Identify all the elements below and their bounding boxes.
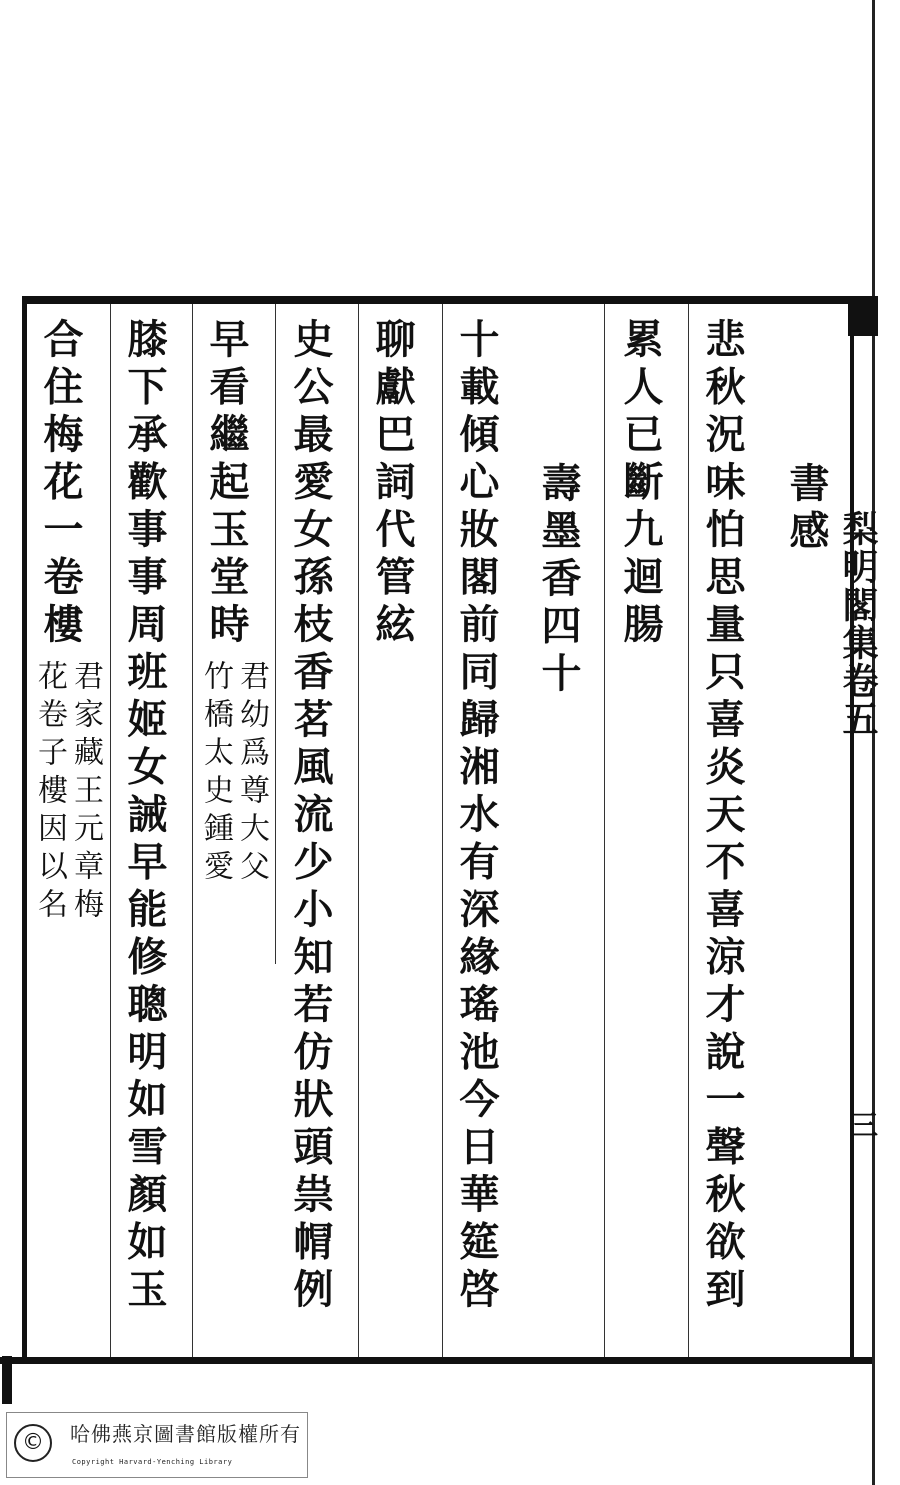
copyright-chinese: 哈佛燕京圖書館版權所有 bbox=[70, 1422, 301, 1446]
frame-bottom-border bbox=[0, 1357, 872, 1364]
column-rule bbox=[442, 304, 443, 1357]
frame-right-border bbox=[850, 296, 854, 1364]
copyright-english: Copyright Harvard-Yenching Library bbox=[72, 1458, 233, 1466]
annotation-column: 竹橋太史鍾愛 bbox=[198, 660, 233, 888]
text-column: 聊獻巴詞代管絃 bbox=[369, 318, 416, 651]
text-column: 早看繼起玉堂時 bbox=[203, 318, 250, 651]
spine-title: 梨明閣集卷五 bbox=[837, 510, 879, 738]
copyright-icon: © bbox=[14, 1424, 52, 1462]
poem-title: 壽墨香四十 bbox=[535, 462, 582, 700]
annotation-column: 君幼爲尊大父 bbox=[234, 660, 269, 888]
page-margin-line bbox=[872, 0, 875, 1485]
column-rule bbox=[688, 304, 689, 1357]
frame-corner-block bbox=[848, 296, 878, 336]
column-rule bbox=[604, 304, 605, 1357]
folio-number: 三 bbox=[846, 1110, 879, 1138]
column-rule bbox=[275, 304, 276, 964]
text-column: 悲秋況味怕思量只喜炎天不喜涼才說一聲秋欲到 bbox=[699, 318, 746, 1316]
text-column: 十載傾心妝閣前同歸湘水有深緣瑤池今日華筵啓 bbox=[453, 318, 500, 1316]
text-column: 史公最愛女孫枝香茗風流少小知若仿狀頭祟㡌例 bbox=[287, 318, 334, 1316]
text-column: 合住梅花一卷樓 bbox=[37, 318, 84, 651]
annotation-column: 花卷子樓因以名 bbox=[32, 660, 67, 926]
text-column: 累人已斷九迴腸 bbox=[617, 318, 664, 651]
column-rule bbox=[358, 304, 359, 1357]
corner-mark bbox=[2, 1356, 12, 1404]
text-column: 膝下承歡事事周班姬女誡早能修聰明如雪顏如玉 bbox=[121, 318, 168, 1316]
column-rule bbox=[110, 304, 111, 1357]
column-rule bbox=[192, 304, 193, 1357]
annotation-column: 君家藏王元章梅 bbox=[68, 660, 103, 926]
frame-left-border bbox=[22, 296, 27, 1362]
poem-title: 書感 bbox=[783, 462, 830, 557]
frame-top-border bbox=[24, 296, 860, 304]
